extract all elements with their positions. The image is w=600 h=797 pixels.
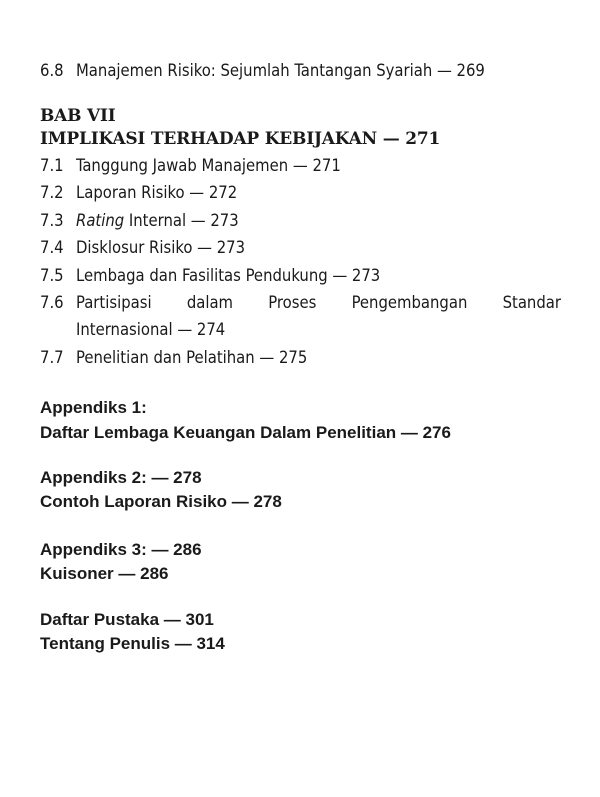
references-entry: Daftar Pustaka — 301 xyxy=(40,610,214,629)
toc-entry-7-7 xyxy=(40,348,307,368)
appendix-3-title: Kuisoner — 286 xyxy=(40,564,169,583)
entry-text: Disklosur Risiko — 273 xyxy=(76,238,246,257)
entry-word: dalam xyxy=(186,293,234,312)
entry-number: 6.8 xyxy=(40,61,64,80)
appendix-2-label: Appendiks 2: — 278 xyxy=(40,468,202,487)
toc-entry-7-6-continuation: Internasional — 274 xyxy=(76,320,226,339)
toc-entry-7-6 xyxy=(40,293,561,313)
entry-number: 7.2 xyxy=(40,183,64,202)
entry-number: 7.6 xyxy=(40,293,64,312)
toc-entry-7-2 xyxy=(40,183,237,203)
entry-text: Laporan Risiko — 272 xyxy=(76,183,238,202)
appendix-2-title: Contoh Laporan Risiko — 278 xyxy=(40,492,282,511)
entry-italic-word: Rating xyxy=(76,211,125,230)
entry-word: Standar xyxy=(502,293,561,312)
entry-text: Lembaga dan Fasilitas Pendukung — 273 xyxy=(76,266,381,285)
toc-entry-6-8 xyxy=(40,61,485,81)
entry-text: Internal — 273 xyxy=(124,211,239,230)
entry-word: Pengembangan xyxy=(351,293,468,312)
entry-number: 7.5 xyxy=(40,266,64,285)
appendix-1-label: Appendiks 1: xyxy=(40,398,147,417)
chapter-title: IMPLIKASI TERHADAP KEBIJAKAN — 271 xyxy=(40,129,441,149)
entry-number: 7.1 xyxy=(40,156,64,175)
author-entry: Tentang Penulis — 314 xyxy=(40,634,225,653)
chapter-label: BAB VII xyxy=(40,106,116,126)
entry-text: Manajemen Risiko: Sejumlah Tantangan Syariah — 269 xyxy=(76,61,485,80)
entry-word: Partisipasi xyxy=(76,293,152,312)
toc-entry-7-5 xyxy=(40,266,380,286)
toc-entry-7-1 xyxy=(40,156,341,176)
toc-entry-7-4 xyxy=(40,238,245,258)
entry-number: 7.3 xyxy=(40,211,64,230)
entry-word: Proses xyxy=(268,293,317,312)
appendix-1-title: Daftar Lembaga Keuangan Dalam Penelitian — 276 xyxy=(40,423,451,442)
entry-number: 7.7 xyxy=(40,348,64,367)
entry-number: 7.4 xyxy=(40,238,64,257)
entry-text xyxy=(76,293,561,313)
entry-text: Penelitian dan Pelatihan — 275 xyxy=(76,348,308,367)
appendix-3-label: Appendiks 3: — 286 xyxy=(40,540,202,559)
entry-text: Tanggung Jawab Manajemen — 271 xyxy=(76,156,341,175)
toc-entry-7-3 xyxy=(40,211,239,231)
